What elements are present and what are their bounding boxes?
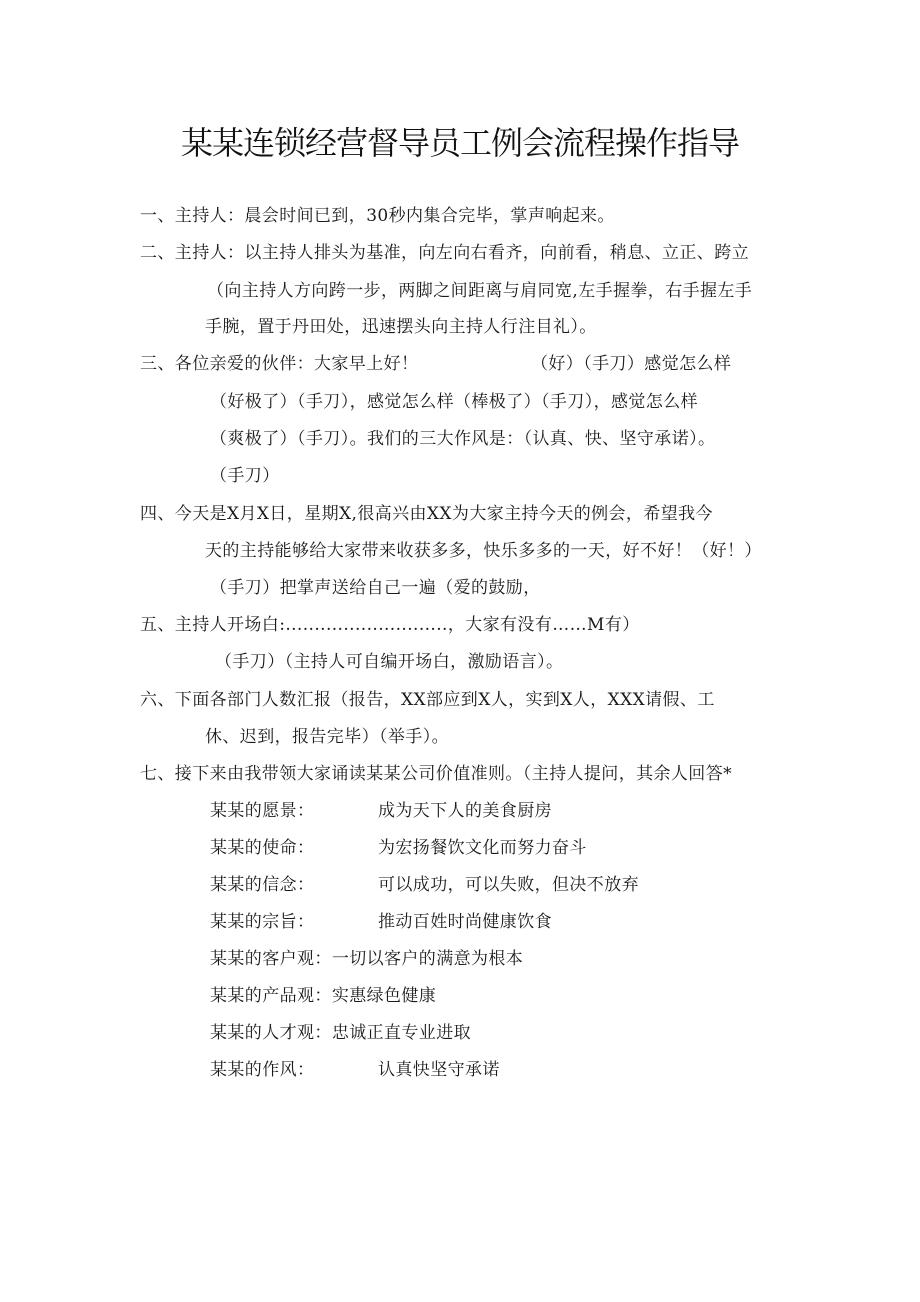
item-4-cont-2: （手刀）把掌声送给自己一遍（爱的鼓励，	[210, 578, 541, 598]
value-text: 忠诚正直专业进取	[331, 1023, 472, 1043]
item-5: 五、主持人开场白:............................，大家有没有……M有）	[140, 615, 640, 635]
item-3-cont-2: （爽极了）（手刀）。我们的三大作风是：（认真、快、坚守承诺）。	[210, 429, 716, 449]
value-label: 某某的使命：	[210, 838, 315, 858]
value-row	[210, 1058, 314, 1082]
value-text: 认真快坚守承诺	[378, 1060, 500, 1080]
value-row	[210, 1021, 471, 1045]
value-row	[210, 836, 314, 860]
item-2-cont-2: 手腕，置于丹田处，迅速摆头向主持人行注目礼）。	[205, 317, 597, 337]
item-5-cont-1: （手刀）（主持人可自编开场白，激励语言）。	[215, 652, 564, 672]
item-4: 四、今天是X月X日，星期X,很高兴由XX为大家主持今天的例会，希望我今	[140, 504, 713, 524]
item-3-cont-3: （手刀）	[210, 466, 280, 486]
value-row	[210, 984, 436, 1008]
value-row	[210, 799, 314, 823]
value-label: 某某的愿景：	[210, 801, 315, 821]
value-label: 某某的客户观：	[210, 949, 332, 969]
item-2-cont-1: （向主持人方向跨一步，两脚之间距离与肩同宽,左手握拳，右手握左手	[207, 281, 753, 301]
value-label: 某某的人才观：	[210, 1023, 332, 1043]
value-text: 成为天下人的美食厨房	[378, 801, 552, 821]
value-text: 一切以客户的满意为根本	[331, 949, 524, 969]
item-7: 七、接下来由我带领大家诵读某某公司价值准则。（主持人提问，其余人回答*	[140, 764, 732, 784]
item-3: 三、各位亲爱的伙伴：大家早上好！	[140, 354, 419, 374]
item-2: 二、主持人：以主持人排头为基准，向左向右看齐，向前看，稍息、立正、跨立	[140, 243, 749, 263]
value-row	[210, 873, 314, 897]
value-label: 某某的宗旨：	[210, 912, 315, 932]
item-1: 一、主持人：晨会时间已到，30秒内集合完毕，掌声响起来。	[140, 206, 615, 226]
document-title: 某某连锁经营督导员工例会流程操作指导	[180, 124, 739, 162]
value-row	[210, 947, 523, 971]
value-label: 某某的信念：	[210, 875, 315, 895]
value-row	[210, 910, 314, 934]
value-text: 实惠绿色健康	[331, 986, 437, 1006]
value-text: 可以成功，可以失败，但决不放弃	[378, 875, 639, 895]
item-3-response: （好）（手刀）感觉怎么样	[531, 354, 732, 374]
value-text: 为宏扬餐饮文化而努力奋斗	[378, 838, 587, 858]
value-label: 某某的作风：	[210, 1060, 315, 1080]
item-6-cont-1: 休、迟到，报告完毕）（举手）。	[205, 727, 449, 747]
item-4-cont-1: 天的主持能够给大家带来收获多多，快乐多多的一天，好不好！（好！）	[205, 541, 762, 561]
value-label: 某某的产品观：	[210, 986, 332, 1006]
value-text: 推动百姓时尚健康饮食	[378, 912, 552, 932]
item-3-cont-1: （好极了）（手刀），感觉怎么样（棒极了）（手刀），感觉怎么样	[210, 392, 698, 412]
item-6: 六、下面各部门人数汇报（报告，XX部应到X人，实到X人，XXX请假、工	[140, 690, 715, 710]
